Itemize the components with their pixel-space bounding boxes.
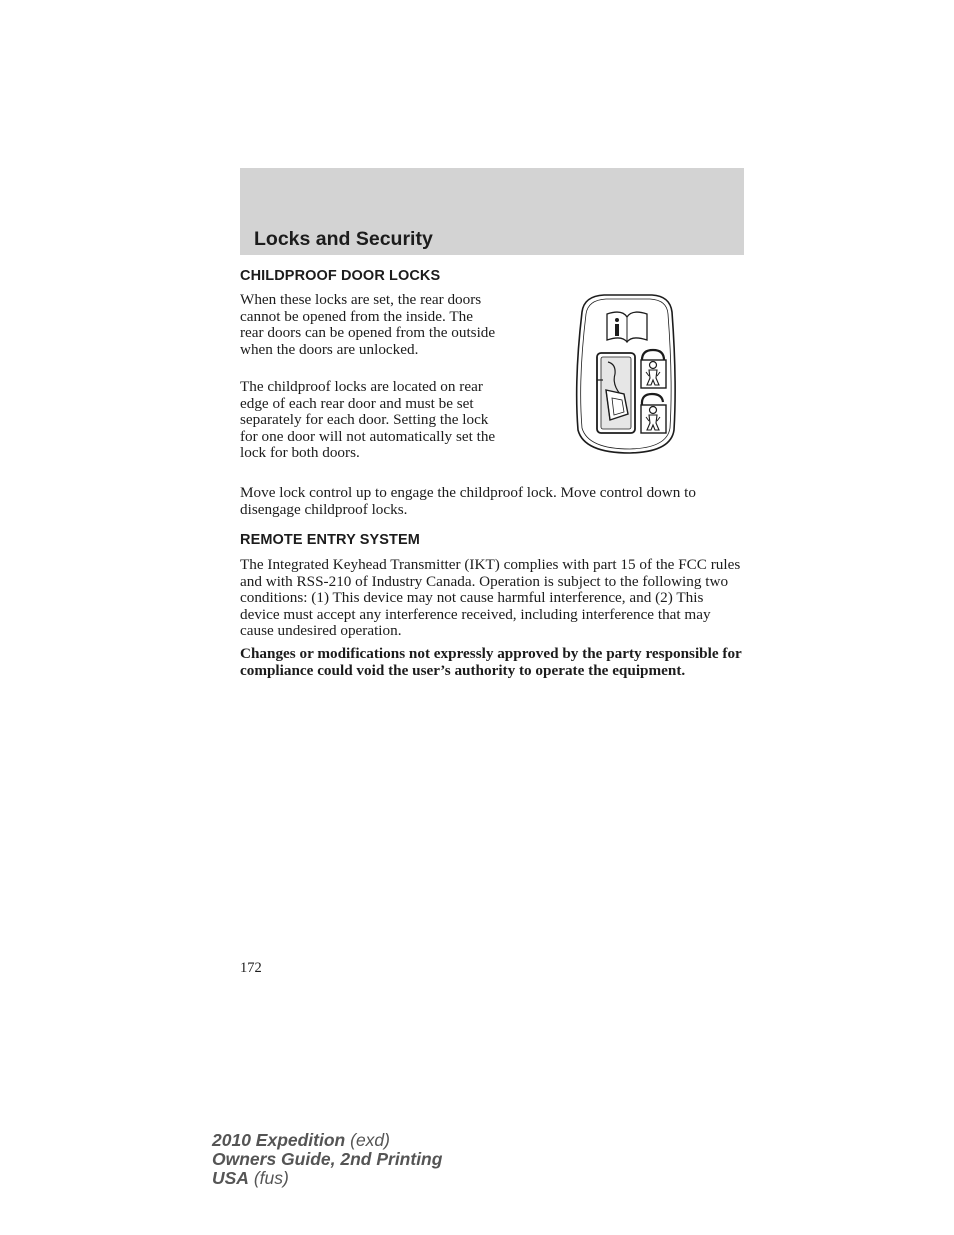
remote-entry-heading: REMOTE ENTRY SYSTEM [240,532,420,548]
footer-model: 2010 Expedition [212,1130,346,1150]
childproof-paragraph-1: When these locks are set, the rear doors cannot be opened from the inside. The rear doors can be opened from the outside when the doors are unlocked. [240,291,496,358]
section-header-band [240,168,744,255]
footer-line-2: Owners Guide, 2nd Printing [212,1149,443,1169]
remote-entry-paragraph: The Integrated Keyhead Transmitter (IKT) complies with part 15 of the FCC rules and with RSS-210 of Industry Canada. Operation is subject to the following two conditions: (1) This device may not cause harmful interference, and (2) This device must accept any interference received, including interference that may cause undesired operation. [240,556,741,640]
section-title: Locks and Security [254,228,433,250]
childproof-lock-illustration [570,290,682,458]
footer-model-code: (exd) [345,1130,390,1150]
info-book-icon [607,312,647,342]
lock-lever-icon [597,353,635,433]
fcc-warning-paragraph: Changes or modifications not expressly approved by the party responsible for compliance could void the user’s authority to operate the equipment. [240,645,742,679]
footer-market-code: (fus) [248,1168,289,1188]
document-footer [212,1131,442,1188]
footer-market: USA [212,1168,249,1188]
footer-line-3 [212,1169,442,1188]
childproof-paragraph-3: Move lock control up to engage the childproof lock. Move control down to disengage childproof locks. [240,484,696,518]
childproof-paragraph-2: The childproof locks are located on rear edge of each rear door and must be set separately for each door. Setting the lock for one door will not automatically set the lock for both doors. [240,378,496,462]
childproof-heading: CHILDPROOF DOOR LOCKS [240,268,441,284]
footer-line-1 [212,1131,442,1150]
page-number: 172 [240,960,262,976]
